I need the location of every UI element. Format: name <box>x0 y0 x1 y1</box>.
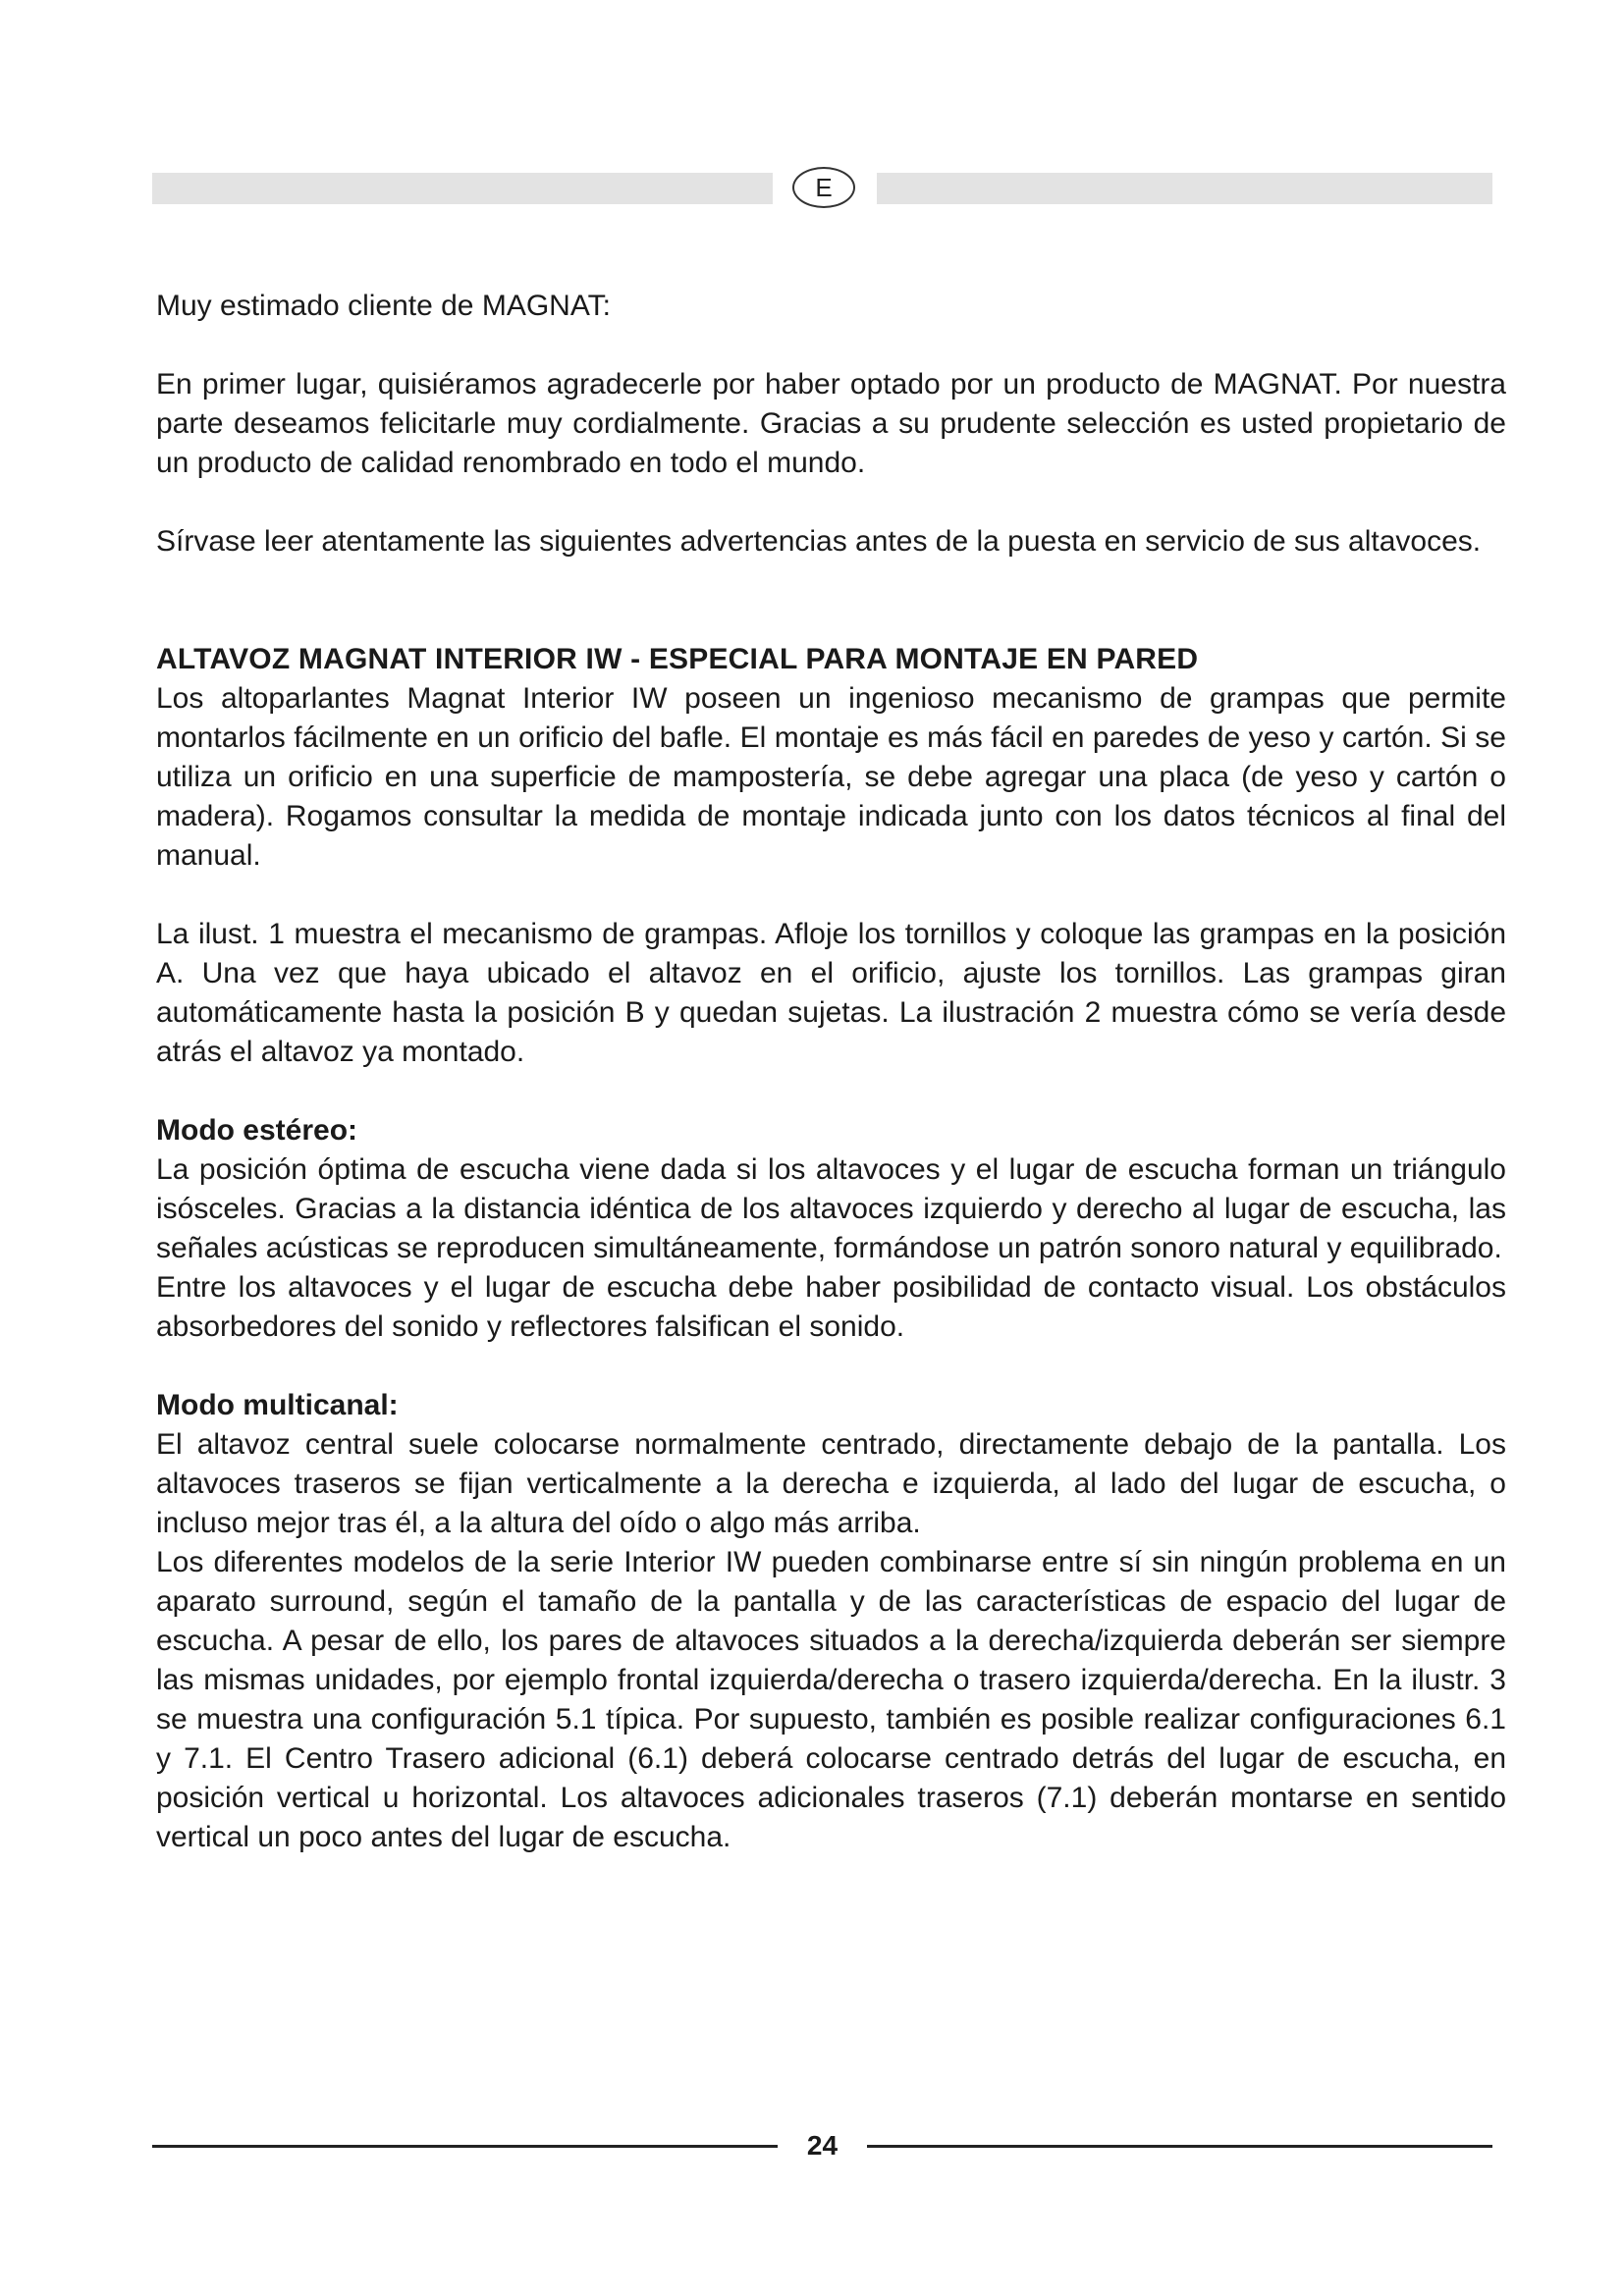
stereo-heading: Modo estéreo: <box>156 1114 358 1147</box>
footer-rule-right <box>867 2145 1492 2148</box>
language-badge: E <box>792 167 855 208</box>
intro-paragraph: Sírvase leer atentamente las siguientes advertencias antes de la puesta en servicio de sus altavoces. <box>156 525 1482 558</box>
document-body <box>156 287 1506 1857</box>
multichannel-paragraph: El altavoz central suele colocarse normalmente centrado, directamente debajo de la pantalla. Los altavoces traseros se fijan verticalmente a la derecha e izquierda, al lado del lugar de escucha, o incluso mejor tras él, a la altura del oído o algo más arriba. <box>156 1428 1506 1539</box>
page-footer <box>152 2126 1492 2165</box>
stereo-paragraph: La posición óptima de escucha viene dada si los altavoces y el lugar de escucha forman un triángulo isósceles. Gracias a la distancia idéntica de los altavoces izquierdo y derecho al lugar de escucha, las señales acústicas se reproducen simultáneamente, formándose un patrón sonoro natural y equilibrado. <box>156 1153 1506 1264</box>
page-number: 24 <box>806 2130 839 2161</box>
stereo-paragraph: Entre los altavoces y el lugar de escucha debe haber posibilidad de contacto visual. Los obstáculos absorbedores del sonido y reflectores falsifican el sonido. <box>156 1271 1506 1343</box>
header-bar-left <box>152 173 773 204</box>
section-paragraph: La ilust. 1 muestra el mecanismo de grampas. Afloje los tornillos y coloque las grampas en la posición A. Una vez que haya ubicado el altavoz en el orificio, ajuste los tornillos. Las grampas giran automáticamente hasta la posición B y quedan sujetas. La ilustración 2 muestra cómo se vería desde atrás el altavoz ya montado. <box>156 918 1506 1068</box>
page-header <box>152 173 1492 204</box>
section-paragraph: Los altoparlantes Magnat Interior IW poseen un ingenioso mecanismo de grampas que permite montarlos fácilmente en un orificio del bafle. El montaje es más fácil en paredes de yeso y cartón. Si se utiliza un orificio en una superficie de mampostería, se debe agregar una placa (de yeso y cartón o madera). Rogamos consultar la medida de montaje indicada junto con los datos técnicos al final del manual. <box>156 682 1506 872</box>
greeting: Muy estimado cliente de MAGNAT: <box>156 290 611 322</box>
multichannel-paragraph: Los diferentes modelos de la serie Interior IW pueden combinarse entre sí sin ningún problema en un aparato surround, según el tamaño de la pantalla y de las características de espacio del lugar de escucha. A pesar de ello, los pares de altavoces situados a la derecha/izquierda deberán ser siempre las mismas unidades, por ejemplo frontal izquierda/derecha o trasero izquierda/derecha. En la ilustr. 3 se muestra una configuración 5.1 típica. Por supuesto, también es posible realizar configuraciones 6.1 y 7.1. El Centro Trasero adicional (6.1) deberá colocarse centrado detrás del lugar de escucha, en posición vertical u horizontal. Los altavoces adicionales traseros (7.1) deberán montarse en sentido vertical un poco antes del lugar de escucha. <box>156 1546 1506 1853</box>
footer-rule-left <box>152 2145 778 2148</box>
section-title: ALTAVOZ MAGNAT INTERIOR IW - ESPECIAL PARA MONTAJE EN PARED <box>156 643 1199 675</box>
multichannel-heading: Modo multicanal: <box>156 1389 399 1421</box>
intro-paragraph: En primer lugar, quisiéramos agradecerle por haber optado por un producto de MAGNAT. Por nuestra parte deseamos felicitarle muy cordialmente. Gracias a su prudente selección es usted propietario de un producto de calidad renombrado en todo el mundo. <box>156 368 1506 479</box>
header-bar-right <box>877 173 1492 204</box>
